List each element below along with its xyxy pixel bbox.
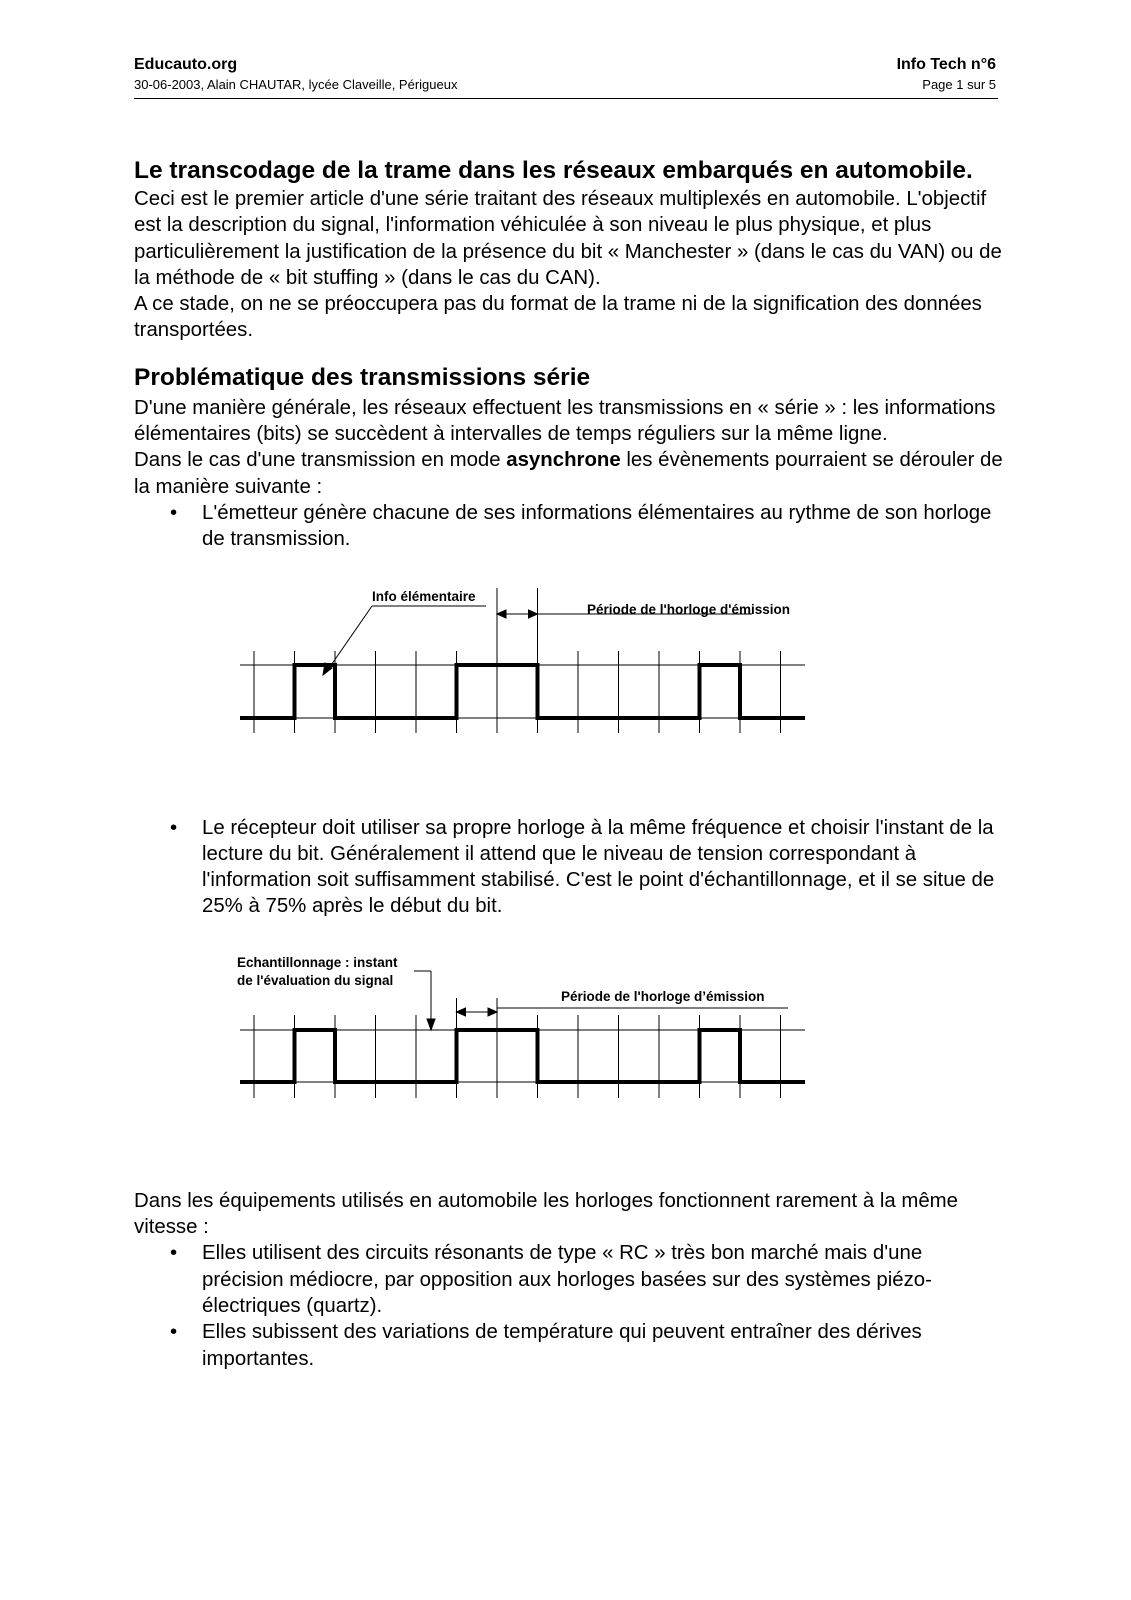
emitter-list	[134, 500, 1004, 553]
list-item: • Le récepteur doit utiliser sa propre horloge à la même fréquence et choisir l'instant de la lecture du bit. Généralement il attend que le niveau de tension correspondant à l'information soit suffisamment stabilisé. C'est le point d'échantillonnage, et il se situe de 25% à 75% après le début du bit.	[170, 816, 995, 918]
label-echantillonnage-line1: Echantillonnage : instant	[237, 954, 398, 970]
bullet-emitter-text: L'émetteur génère chacune de ses informations élémentaires au rythme de son horloge de transmission.	[202, 501, 992, 551]
signal-diagram-1-svg	[134, 553, 1004, 815]
label-periode-2: Période de l'horloge d’émission	[561, 988, 765, 1004]
closing-bullet-1: Elles utilisent des circuits résonants de type « RC » très bon marché mais d'une précision médiocre, par opposition aux horloges basées sur des systèmes piézo-électriques (quartz).	[202, 1242, 932, 1317]
document-title: Le transcodage de la trame dans les réseaux embarqués en automobile.	[134, 157, 973, 184]
diagram-2-signal	[240, 1030, 805, 1082]
list-item: • L'émetteur génère chacune de ses informations élémentaires au rythme de son horloge de transmission.	[170, 501, 992, 551]
receiver-list	[134, 815, 1004, 920]
period-arrow-left	[457, 1008, 466, 1016]
period-arrow-right	[488, 1008, 497, 1016]
intro-paragraph-2: A ce stade, on ne se préoccupera pas du format de la trame ni de la signification des données transportées.	[134, 293, 982, 342]
header-site: Educauto.org	[134, 56, 238, 73]
header-meta: 30-06-2003, Alain CHAUTAR, lycée Claveille, Périgueux	[134, 77, 458, 92]
diagram-2-grid	[240, 1015, 805, 1098]
p2-before: Dans le cas d'une transmission en mode	[134, 449, 507, 472]
page-header	[134, 56, 998, 99]
section-paragraph-1: D'une manière générale, les réseaux effectuent les transmissions en « série » : les informations élémentaires (bits) se succèdent à intervalles de temps réguliers sur la même ligne.	[134, 396, 996, 446]
list-item: • Elles utilisent des circuits résonants de type « RC » très bon marché mais d'une précision médiocre, par opposition aux horloges basées sur des systèmes piézo-électriques (quartz).	[170, 1242, 932, 1317]
signal-diagram-1	[134, 553, 1004, 815]
header-page-number: Page 1 sur 5	[922, 77, 996, 92]
header-info: Info Tech n°6	[896, 56, 996, 73]
closing-list	[134, 1240, 1004, 1371]
bullet-receiver-text: Le récepteur doit utiliser sa propre horloge à la même fréquence et choisir l'instant de la lecture du bit. Généralement il attend que le niveau de tension correspondant à l'information soit suffisamment stabilisé. C'est le point d'échantillonnage, et il se situe de 25% à 75% après le début du bit.	[202, 816, 995, 918]
list-item: • Elles subissent des variations de température qui peuvent entraîner des dérives importantes.	[170, 1321, 922, 1370]
signal-diagram-2	[134, 920, 1004, 1188]
section-title: Problématique des transmissions série	[134, 363, 591, 391]
info-pointer-line	[327, 606, 372, 671]
sample-arrow-head	[427, 1019, 435, 1030]
period-arrow-right	[529, 610, 538, 618]
main-content	[134, 155, 1004, 1372]
label-echantillonnage-line2: de l'évaluation du signal	[237, 972, 394, 988]
period-arrow-left	[497, 610, 506, 618]
closing-paragraph: Dans les équipements utilisés en automobile les horloges fonctionnent rarement à la même vitesse :	[134, 1189, 959, 1239]
intro-paragraph-1: Ceci est le premier article d'une série traitant des réseaux multiplexés en automobile. L'objectif est la description du signal, l'information véhiculée à son niveau le plus physique, et plus particulièrement la justification de la présence du bit « Manchester » (dans le cas du VAN) ou de la méthode de « bit stuffing » (dans le cas du CAN).	[134, 188, 1002, 289]
p2-after: les évènements pourraient se dérouler de la manière suivante :	[134, 449, 1003, 498]
label-periode-1: Période de l'horloge d'émission	[587, 601, 790, 617]
signal-waveform	[240, 1030, 805, 1082]
p2-bold: asynchrone	[506, 449, 621, 472]
section-paragraph-2	[134, 447, 1004, 500]
closing-bullet-2: Elles subissent des variations de température qui peuvent entraîner des dérives importantes.	[202, 1321, 922, 1370]
label-info-elementaire: Info élémentaire	[372, 588, 476, 604]
